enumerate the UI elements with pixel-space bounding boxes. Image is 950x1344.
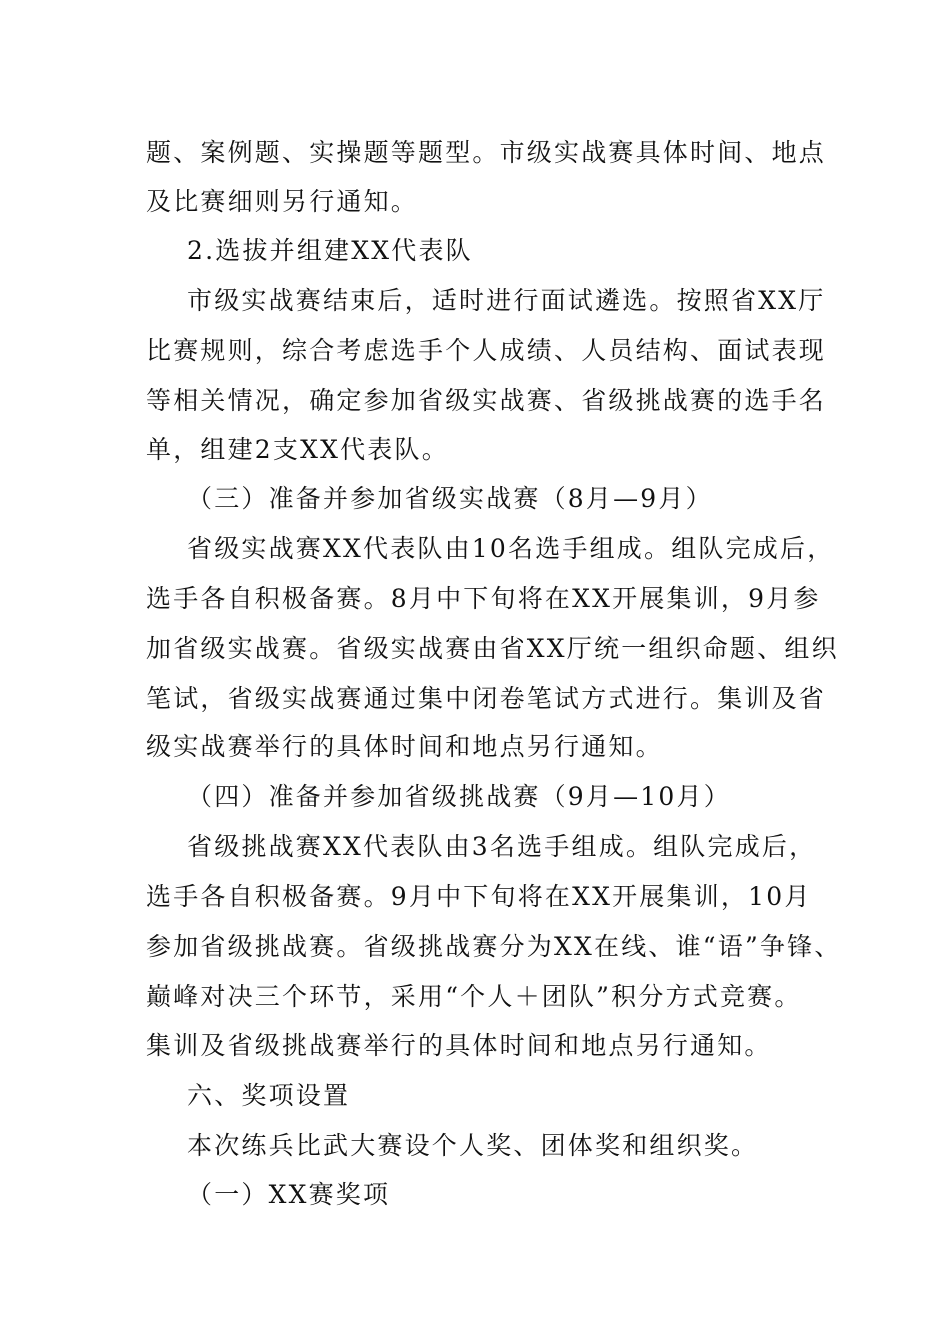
paragraph-line: 省级挑战赛XX代表队由3名选手组成。组队完成后，: [187, 832, 817, 861]
paragraph-line: 级实战赛举行的具体时间和地点另行通知。: [146, 732, 663, 761]
section-heading: （一）XX赛奖项: [187, 1180, 391, 1209]
paragraph-line: 省级实战赛XX代表队由10名选手组成。组队完成后，: [187, 534, 835, 563]
paragraph-line: 市级实战赛结束后，适时进行面试遴选。按照省XX厅: [187, 286, 826, 315]
paragraph-line: 等相关情况，确定参加省级实战赛、省级挑战赛的选手名: [146, 386, 827, 415]
paragraph-line: 题、案例题、实操题等题型。市级实战赛具体时间、地点: [146, 138, 827, 167]
paragraph-line: 笔试，省级实战赛通过集中闭卷笔试方式进行。集训及省: [146, 684, 827, 713]
paragraph-line: 比赛规则，综合考虑选手个人成绩、人员结构、面试表现: [146, 336, 827, 365]
paragraph-line: 巅峰对决三个环节，采用“个人＋团队”积分方式竞赛。: [146, 982, 802, 1011]
subsection-heading: 2.选拔并组建XX代表队: [187, 236, 473, 265]
paragraph-line: 加省级实战赛。省级实战赛由省XX厅统一组织命题、组织: [146, 634, 839, 663]
paragraph-line: 及比赛细则另行通知。: [146, 187, 419, 216]
paragraph-line: 选手各自积极备赛。8月中下旬将在XX开展集训，9月参: [146, 584, 821, 613]
paragraph-line: 单，组建2支XX代表队。: [146, 435, 449, 464]
paragraph-line: 集训及省级挑战赛举行的具体时间和地点另行通知。: [146, 1031, 772, 1060]
chapter-heading: 六、奖项设置: [187, 1081, 351, 1110]
section-heading: （四）准备并参加省级挑战赛（9月—10月）: [187, 782, 731, 811]
paragraph-line: 本次练兵比武大赛设个人奖、团体奖和组织奖。: [187, 1131, 759, 1160]
paragraph-line: 选手各自积极备赛。9月中下旬将在XX开展集训，10月: [146, 882, 812, 911]
paragraph-line: 参加省级挑战赛。省级挑战赛分为XX在线、谁“语”争锋、: [146, 932, 842, 961]
section-heading: （三）准备并参加省级实战赛（8月—9月）: [187, 484, 713, 513]
